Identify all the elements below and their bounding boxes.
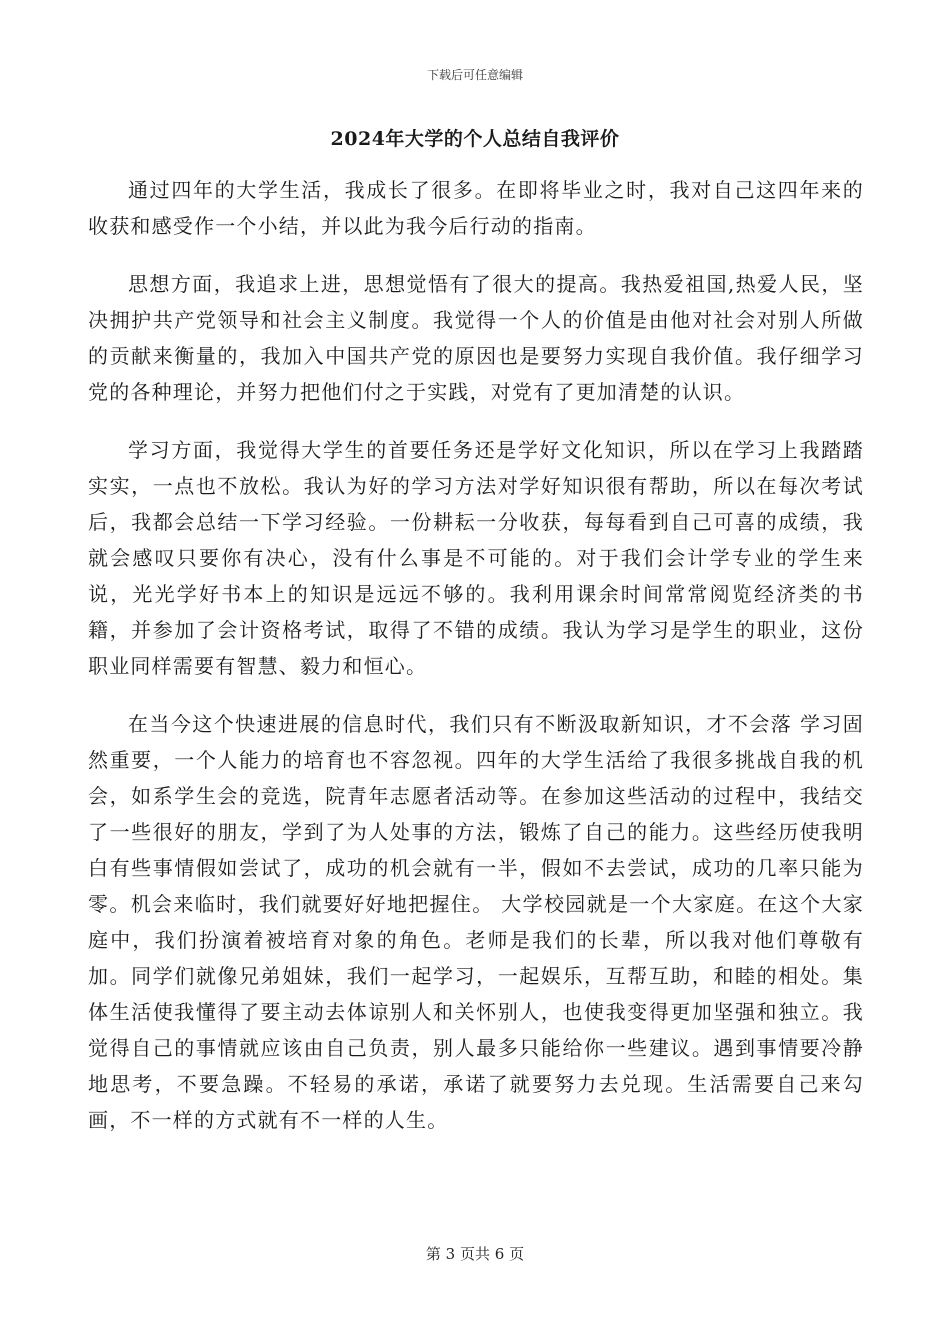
paragraph-study: 学习方面，我觉得大学生的首要任务还是学好文化知识，所以在学习上我踏踏实实，一点也不放松。我认为好的学习方法对学好知识很有帮助，所以在每次考试后，我都会总结一下学习经验。一份耕耘一分收获，每每看到自己可喜的成绩，我就会感叹只要你有决心，没有什么事是不可能的。对于我们会计学专业的学生来说，光光学好书本上的知识是远远不够的。我利用课余时间常常阅览经济类的书籍，并参加了会计资格考试，取得了不错的成绩。我认为学习是学生的职业，这份职业同样需要有智慧、毅力和恒心。 xyxy=(88,438,864,678)
paragraph-ideology: 思想方面，我追求上进，思想觉悟有了很大的提高。我热爱祖国,热爱人民，坚决拥护共产党领导和社会主义制度。我觉得一个人的价值是由他对社会对别人所做的贡献来衡量的，我加入中国共产党的原因也是要努力实现自我价值。我仔细学习党的各种理论，并努力把他们付之于实践，对党有了更加清楚的认识。 xyxy=(88,272,864,404)
document-title: 2024年大学的个人总结自我评价 xyxy=(330,128,620,150)
page-indicator: 第 3 页共 6 页 xyxy=(425,1245,525,1263)
paragraph-ability-life: 在当今这个快速进展的信息时代，我们只有不断汲取新知识，才不会落 学习固然重要，一个人能力的培育也不容忽视。四年的大学生活给了我很多挑战自我的机会，如系学生会的竞选，院青年志愿者活动等。在参加这些活动的过程中，我结交了一些很好的朋友，学到了为人处事的方法，锻炼了自己的能力。这些经历使我明白有些事情假如尝试了，成功的机会就有一半，假如不去尝试，成功的几率只能为零。机会来临时，我们就要好好地把握住。 大学校园就是一个大家庭。在这个大家庭中，我们扮演着被培育对象的角色。老师是我们的长辈，所以我对他们尊敬有加。同学们就像兄弟姐妹，我们一起学习，一起娱乐，互帮互助，和睦的相处。集体生活使我懂得了要主动去体谅别人和关怀别人，也使我变得更加坚强和独立。我觉得自己的事情就应该由自己负责，别人最多只能给你一些建议。遇到事情要冷静地思考，不要急躁。不轻易的承诺，承诺了就要努力去兑现。生活需要自己来勾画，不一样的方式就有不一样的人生。 xyxy=(88,712,864,1132)
header-note: 下载后可任意编辑 xyxy=(426,68,523,82)
paragraph-intro: 通过四年的大学生活，我成长了很多。在即将毕业之时，我对自己这四年来的收获和感受作一个小结，并以此为我今后行动的指南。 xyxy=(88,178,864,238)
document-body xyxy=(88,172,864,1160)
